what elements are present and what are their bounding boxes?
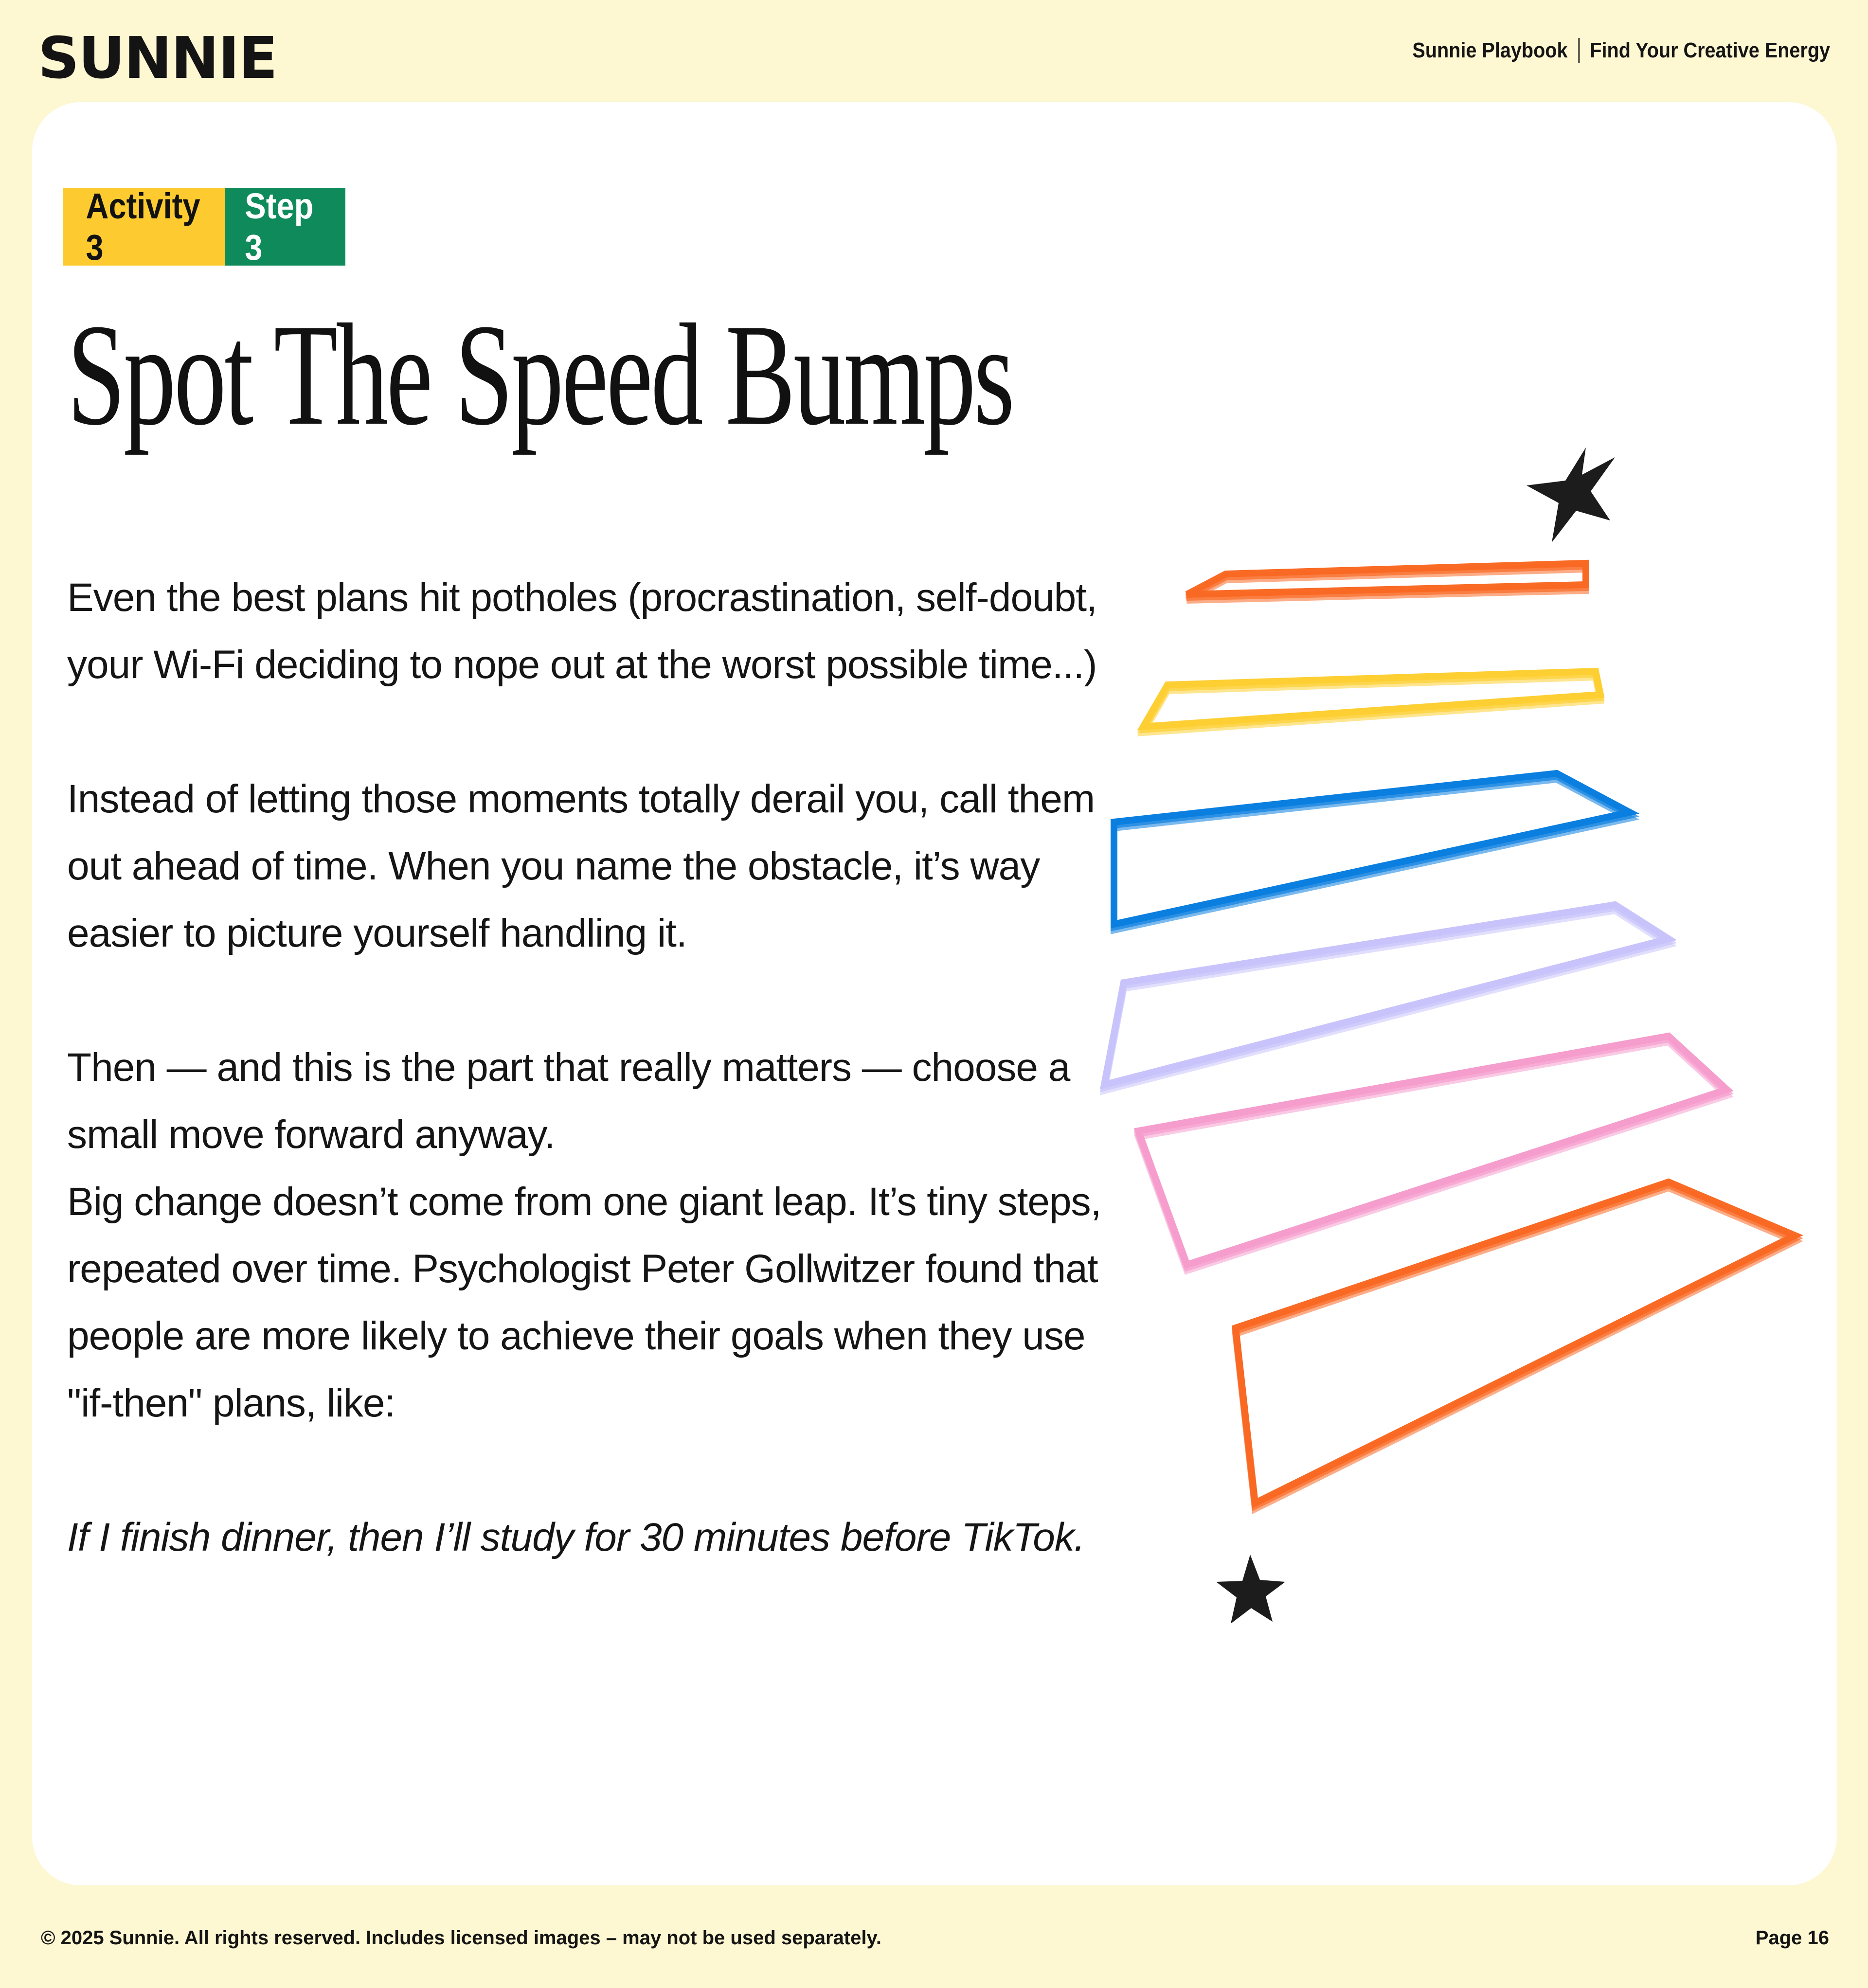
header-divider — [1578, 38, 1580, 63]
activity-badge — [63, 188, 225, 266]
step-yellow — [1143, 671, 1600, 733]
star-icon-top — [1527, 448, 1615, 542]
paragraph-small-move: Then — and this is the part that really matters — choose a small move forward anyway. — [67, 1045, 1070, 1157]
page-number: Page 16 — [1755, 1927, 1829, 1949]
if-then-example-quote: If I finish dinner, then I’ll study for 30 minutes before TikTok. — [67, 1515, 1085, 1559]
page-title: Spot The Speed Bumps — [67, 294, 1013, 455]
header-breadcrumb — [1412, 38, 1830, 63]
paragraph-if-then: Big change doesn’t come from one giant leap. It’s tiny steps, repeated over time. Psychologist Peter Gollwitzer found that people are more likely to achieve their goals when they use "if-then" plans, like: — [67, 1180, 1101, 1425]
star-icon-bottom — [1216, 1555, 1285, 1624]
copyright-notice: © 2025 Sunnie. All rights reserved. Includes licensed images – may not be used separately. — [41, 1927, 881, 1949]
activity-badge-label: Activity 3 — [86, 186, 200, 268]
step-badge-label: Step 3 — [245, 186, 314, 268]
staircase-steps-illustration — [1070, 428, 1819, 1644]
step-orange-top — [1187, 563, 1586, 600]
body-text — [67, 564, 1128, 1638]
step-lavender — [1104, 905, 1669, 1091]
playbook-label: Sunnie Playbook — [1412, 38, 1568, 62]
paragraph-name-obstacle: Instead of letting those moments totally derail you, call them out ahead of time. When you name the obstacle, it’s way easier to picture yourself handling it. — [67, 777, 1095, 955]
activity-step-badges — [63, 188, 345, 266]
paragraph-potholes: Even the best plans hit potholes (procrastination, self-doubt, your Wi-Fi deciding to nope out at the worst possible time...) — [67, 575, 1097, 687]
section-label: Find Your Creative Energy — [1590, 38, 1830, 62]
step-badge — [225, 188, 345, 266]
sunnie-logo: SUNNIE — [38, 24, 277, 91]
step-pink — [1138, 1036, 1727, 1271]
step-blue — [1114, 773, 1630, 930]
